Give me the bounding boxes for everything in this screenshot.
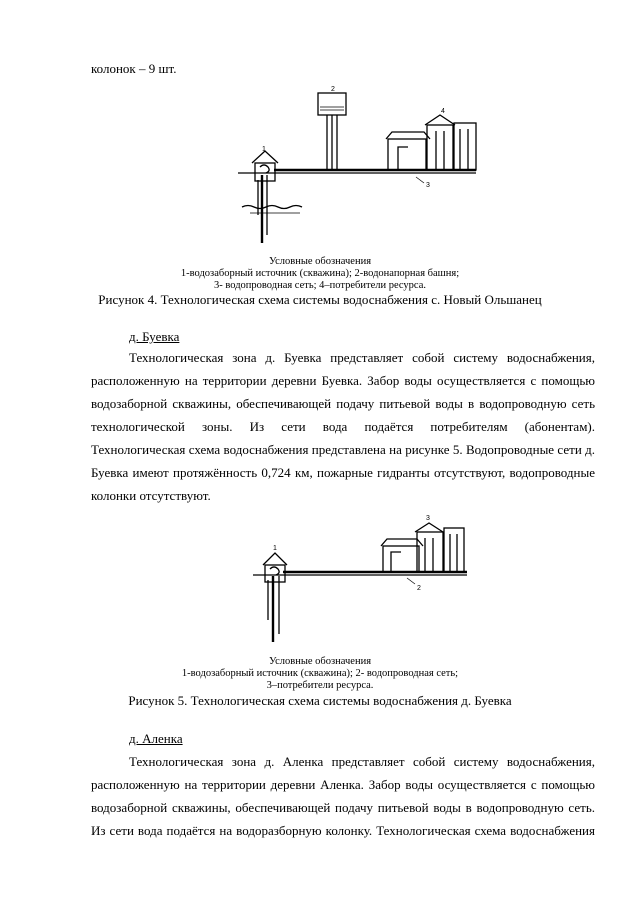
paragraph-line: водозаборной скважины, обеспечивающей подачу питьевой воды в водопроводную сеть <box>91 396 595 411</box>
figure5-legend-title: Условные обозначения <box>268 656 372 667</box>
paragraph-alenka <box>91 750 595 842</box>
paragraph-line: технологической зоны. Из сети вода подаётся потребителям (абонентам). <box>91 419 595 434</box>
consumer-roof <box>386 132 430 139</box>
label-2: 2 <box>417 585 421 592</box>
figure4-legend-line: 3- водопроводная сеть; 4–потребители ресурса. <box>213 280 426 291</box>
figure-4-diagram <box>230 85 530 245</box>
label-3: 3 <box>426 182 430 189</box>
paragraph-line: Технологическая зона д. Аленка представляет собой систему водоснабжения, <box>129 754 595 769</box>
paragraph-line: Технологическая зона д. Буевка представляет собой систему водоснабжения, <box>129 350 595 365</box>
figure5-caption: Рисунок 5. Технологическая схема системы водоснабжения д. Буевка <box>128 693 512 708</box>
consumer-building <box>383 546 419 572</box>
paragraph-line: Из сети вода подаётся на водоразборную колонку. Технологическая схема водоснабжения <box>91 823 595 838</box>
consumer-building <box>454 123 476 170</box>
consumer-building <box>427 125 453 170</box>
paragraph-line: водозаборной скважины, обеспечивающей подачу питьевой воды в водопроводную сеть. <box>91 800 595 815</box>
figure4-legend-line: 1-водозаборный источник (скважина); 2-водонапорная башня; <box>180 268 460 279</box>
consumer-building <box>388 139 426 170</box>
consumer-roof <box>415 523 443 532</box>
section-heading-bueka: д. Буевка <box>129 329 180 344</box>
paragraph-line: расположенную на территории деревни Аленка. Забор воды осуществляется с помощью <box>91 777 595 792</box>
figure5-legend-line: 1-водозаборный источник (скважина); 2- водопроводная сеть; <box>181 668 459 679</box>
consumer-building <box>444 528 464 572</box>
well-house-roof <box>263 553 287 565</box>
label-4: 4 <box>441 108 445 115</box>
figure-5-diagram <box>245 510 475 650</box>
water-surface <box>242 206 302 209</box>
figure4-legend-title: Условные обозначения <box>268 256 372 267</box>
paragraph-line: расположенную на территории деревни Буевка. Забор воды осуществляется с помощью <box>91 373 595 388</box>
paragraph-line: колонки отсутствуют. <box>91 488 211 503</box>
paragraph-bueka <box>91 346 595 507</box>
paragraph-line: Технологическая схема водоснабжения представлена на рисунке 5. Водопроводные сети д. <box>91 442 595 457</box>
label-1: 1 <box>262 146 266 153</box>
label-3: 3 <box>426 515 430 522</box>
water-tower-tank <box>318 93 346 115</box>
figure5-legend-line: 3–потребители ресурса. <box>266 680 374 691</box>
figure4-caption: Рисунок 4. Технологическая схема системы водоснабжения с. Новый Ольшанец <box>98 292 542 307</box>
section-heading-alenka: д. Аленка <box>129 731 183 746</box>
top-line: колонок – 9 шт. <box>91 61 177 76</box>
consumer-roof <box>425 115 455 125</box>
consumer-building <box>417 532 443 572</box>
label-1: 1 <box>273 545 277 552</box>
paragraph-line: Буевка имеют протяжённость 0,724 км, пожарные гидранты отсутствуют, водопроводные <box>91 465 595 480</box>
label-2: 2 <box>331 86 335 93</box>
